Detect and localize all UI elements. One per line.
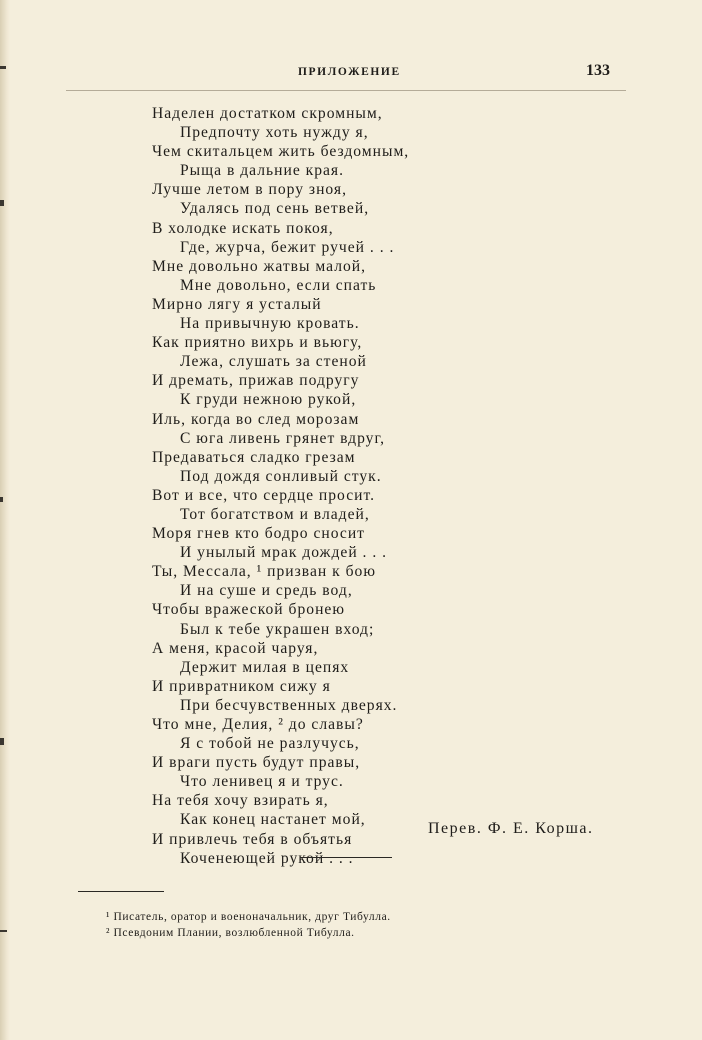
poem-line: Что мне, Делия, ² до славы? [152, 716, 364, 733]
poem-line: К груди нежною рукой, [180, 391, 357, 409]
poem-line: И дремать, прижав подругу [152, 372, 360, 390]
poem-line: На тебя хочу взирать я, [152, 792, 329, 810]
poem-line: Я с тобой не разлучусь, [180, 735, 360, 753]
footnote-1: ¹ Писатель, оратор и военоначальник, друг Тибулла. [106, 911, 391, 923]
poem-line: Тот богатством и владей, [180, 505, 370, 523]
page-number: 133 [586, 62, 610, 79]
poem-line: И привратником сижу я [152, 677, 331, 695]
poem-line: Рыща в дальние края. [180, 162, 344, 180]
poem-line: Чтобы вражеской бронею [152, 601, 345, 619]
poem-line: Предпочту хоть нужду я, [180, 124, 369, 142]
poem-line: В холодке искать покоя, [152, 219, 334, 237]
poem-body [152, 104, 409, 868]
poem-line: Мирно лягу я усталый [152, 295, 322, 313]
footnote-separator [78, 891, 164, 892]
poem-line: Чем скитальцем жить бездомным, [152, 143, 410, 161]
poem-line: Под дождя сонливый стук. [180, 467, 382, 485]
poem-line: Мне довольно жатвы малой, [152, 257, 367, 275]
header-rule [66, 90, 626, 91]
poem-line: С юга ливень грянет вдруг, [180, 429, 386, 447]
poem-line: Как приятно вихрь и вьюгу, [152, 334, 363, 352]
poem-line: И на суше и средь вод, [180, 582, 353, 600]
footnotes [106, 909, 391, 941]
poem-line: И унылый мрак дождей . . . [180, 544, 388, 562]
poem-line: И враги пусть будут правы, [152, 754, 361, 772]
translator-credit: Перев. Ф. Е. Корша. [428, 820, 594, 837]
poem-line: Ты, Мессала, ¹ призван к бою [152, 563, 376, 581]
poem-line: Мне довольно, если спать [180, 276, 377, 294]
poem-line: Моря гнев кто бодро сносит [152, 525, 365, 543]
poem-line: Наделен достатком скромным, [152, 105, 383, 122]
running-head-title: ПРИЛОЖЕНИЕ [298, 66, 401, 78]
edge-mark [0, 497, 3, 502]
poem-line: А меня, красой чаруя, [152, 639, 319, 657]
footnote-2: ² Псевдоним Плании, возлюбленной Тибулла. [106, 927, 355, 939]
section-end-rule [300, 857, 392, 858]
poem-line: Вот и все, что сердце просит. [152, 486, 376, 504]
poem-line: Лучше летом в пору зноя, [152, 181, 347, 199]
poem-line: Коченеющей рукой . . . [180, 849, 354, 867]
poem-line: Предаваться сладко грезам [152, 448, 356, 466]
poem-line: Как конец настанет мой, [180, 811, 366, 829]
edge-mark [0, 930, 7, 932]
edge-mark [0, 200, 4, 206]
poem-line: Был к тебе украшен вход; [180, 620, 375, 638]
poem-line: Удалясь под сень ветвей, [180, 200, 370, 218]
poem-line: При бесчувственных дверях. [180, 696, 398, 714]
poem-line: Лежа, слушать за стеной [180, 353, 367, 371]
poem-line: Где, журча, бежит ручей . . . [180, 238, 395, 256]
poem-line: Что ленивец я и трус. [180, 773, 344, 791]
poem-line: Иль, когда во след морозам [152, 410, 360, 428]
page-edge-shadow [0, 0, 10, 1040]
poem-line: На привычную кровать. [180, 315, 360, 333]
edge-mark [0, 738, 4, 745]
edge-mark [0, 66, 6, 69]
poem-line: И привлечь тебя в объятья [152, 830, 353, 848]
poem-line: Держит милая в цепях [180, 658, 350, 676]
